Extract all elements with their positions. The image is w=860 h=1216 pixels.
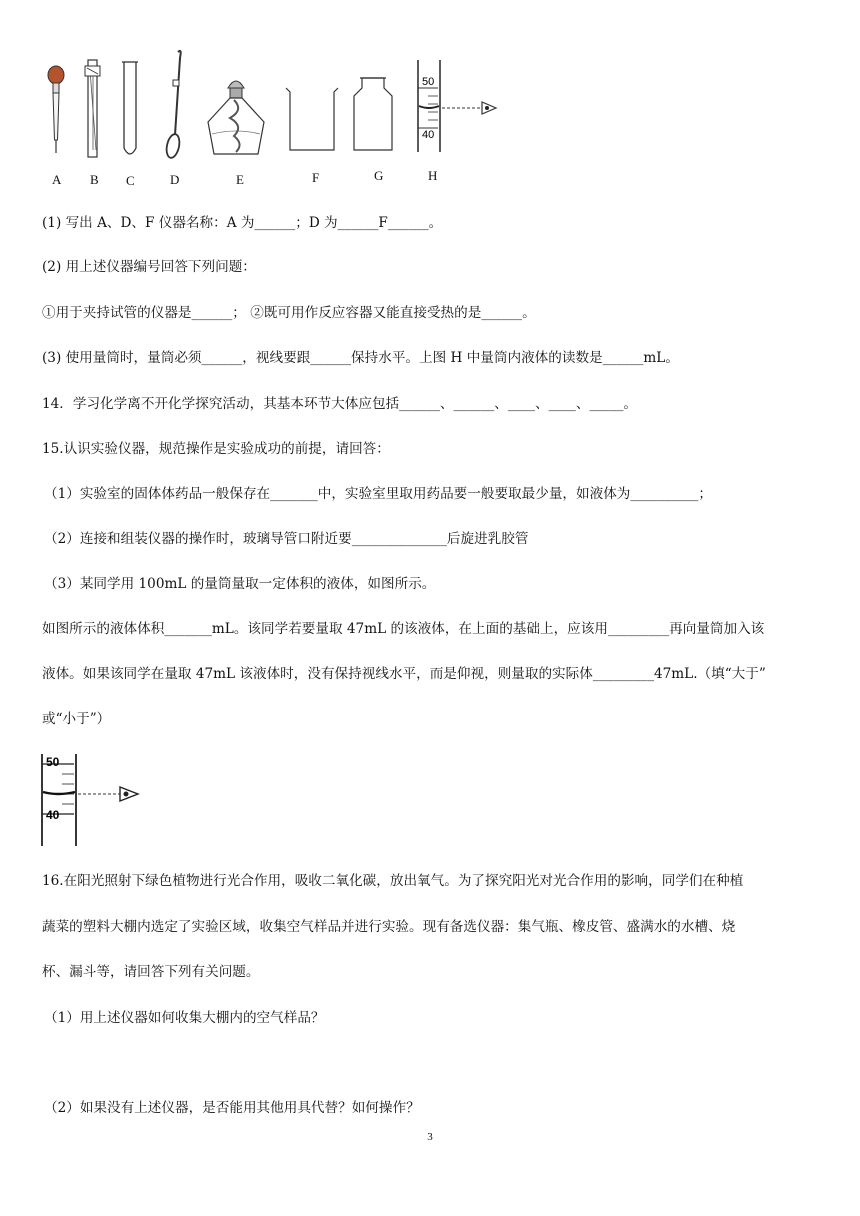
cylinder-reading-figure bbox=[38, 752, 158, 848]
label-f: F bbox=[312, 170, 320, 185]
q16-part2: （2）如果没有上述仪器，是否能用其他用具代替？如何操作？ bbox=[44, 1100, 420, 1116]
label-g: G bbox=[374, 168, 384, 183]
cylinder-mark-40: 40 bbox=[422, 129, 435, 141]
reagent-bottle-illustration bbox=[354, 78, 392, 150]
q16-stem-line3: 杯、漏斗等，请回答下列有关问题。 bbox=[42, 964, 260, 980]
reading-mark-50: 50 bbox=[46, 755, 60, 769]
label-h: H bbox=[428, 168, 438, 183]
q13-part1: (1) 写出 A、D、F 仪器名称：A 为______；D 为______F______。 bbox=[42, 215, 443, 231]
label-d: D bbox=[170, 172, 180, 187]
q15-part4-line3: 或“小于”） bbox=[42, 711, 111, 727]
test-tube-illustration bbox=[122, 62, 138, 154]
page-number: 3 bbox=[427, 1131, 433, 1143]
q15-part4-line1: 如图所示的液体体积_______mL。该同学若要量取 47mL 的该液体，在上面的基础上，应该用_________再向量筒加入该 bbox=[42, 621, 765, 637]
q16-part1: （1）用上述仪器如何收集大棚内的空气样品？ bbox=[44, 1010, 325, 1026]
beaker-illustration bbox=[286, 88, 338, 150]
instruments-figure bbox=[30, 40, 530, 190]
q14-text: 14．学习化学离不开化学探究活动，其基本环节大体应包括______、______、____、____、_____。 bbox=[42, 396, 638, 412]
dropper-illustration bbox=[48, 66, 64, 153]
q15-part3: （3）某同学用 100mL 的量筒量取一定体积的液体，如图所示。 bbox=[44, 576, 436, 592]
q13-part3: (3) 使用量筒时，量筒必须______，视线要跟______保持水平。上图 H 中量筒内液体的读数是______mL。 bbox=[42, 350, 679, 366]
label-a: A bbox=[52, 172, 62, 187]
q15-stem: 15.认识实验仪器，规范操作是实验成功的前提，请回答： bbox=[42, 441, 390, 457]
q15-part2: （2）连接和组装仪器的操作时，玻璃导管口附近要______________后旋进乳胶管 bbox=[44, 531, 529, 547]
q15-part1: （1）实验室的固体体药品一般保存在_______中，实验室里取用药品要一般要取最少量，如液体为__________； bbox=[44, 486, 712, 502]
q15-part4-line2: 液体。如果该同学在量取 47mL 该液体时，没有保持视线水平，而是仰视，则量取的实际体_________47mL.（填“大于” bbox=[42, 666, 766, 682]
cylinder-mark-50: 50 bbox=[422, 76, 435, 88]
q13-part2-sub: ①用于夹持试管的仪器是______； ②既可用作反应容器又能直接受热的是______。 bbox=[42, 305, 536, 321]
label-e: E bbox=[236, 172, 244, 187]
test-tube-holder-illustration bbox=[85, 60, 100, 157]
graduated-cylinder-illustration bbox=[418, 60, 496, 152]
reading-mark-40: 40 bbox=[46, 808, 60, 822]
q13-part2: (2) 用上述仪器编号回答下列问题： bbox=[42, 259, 256, 275]
q16-stem-line1: 16.在阳光照射下绿色植物进行光合作用，吸收二氧化碳，放出氧气。为了探究阳光对光合作用的影响，同学们在种植 bbox=[42, 873, 744, 889]
alcohol-lamp-illustration bbox=[208, 81, 264, 154]
label-b: B bbox=[90, 172, 99, 187]
label-c: C bbox=[126, 173, 135, 188]
q16-stem-line2: 蔬菜的塑料大棚内选定了实验区域，收集空气样品并进行实验。现有备选仪器：集气瓶、橡皮管、盛满水的水槽、烧 bbox=[42, 919, 736, 935]
combustion-spoon-illustration bbox=[165, 51, 182, 159]
